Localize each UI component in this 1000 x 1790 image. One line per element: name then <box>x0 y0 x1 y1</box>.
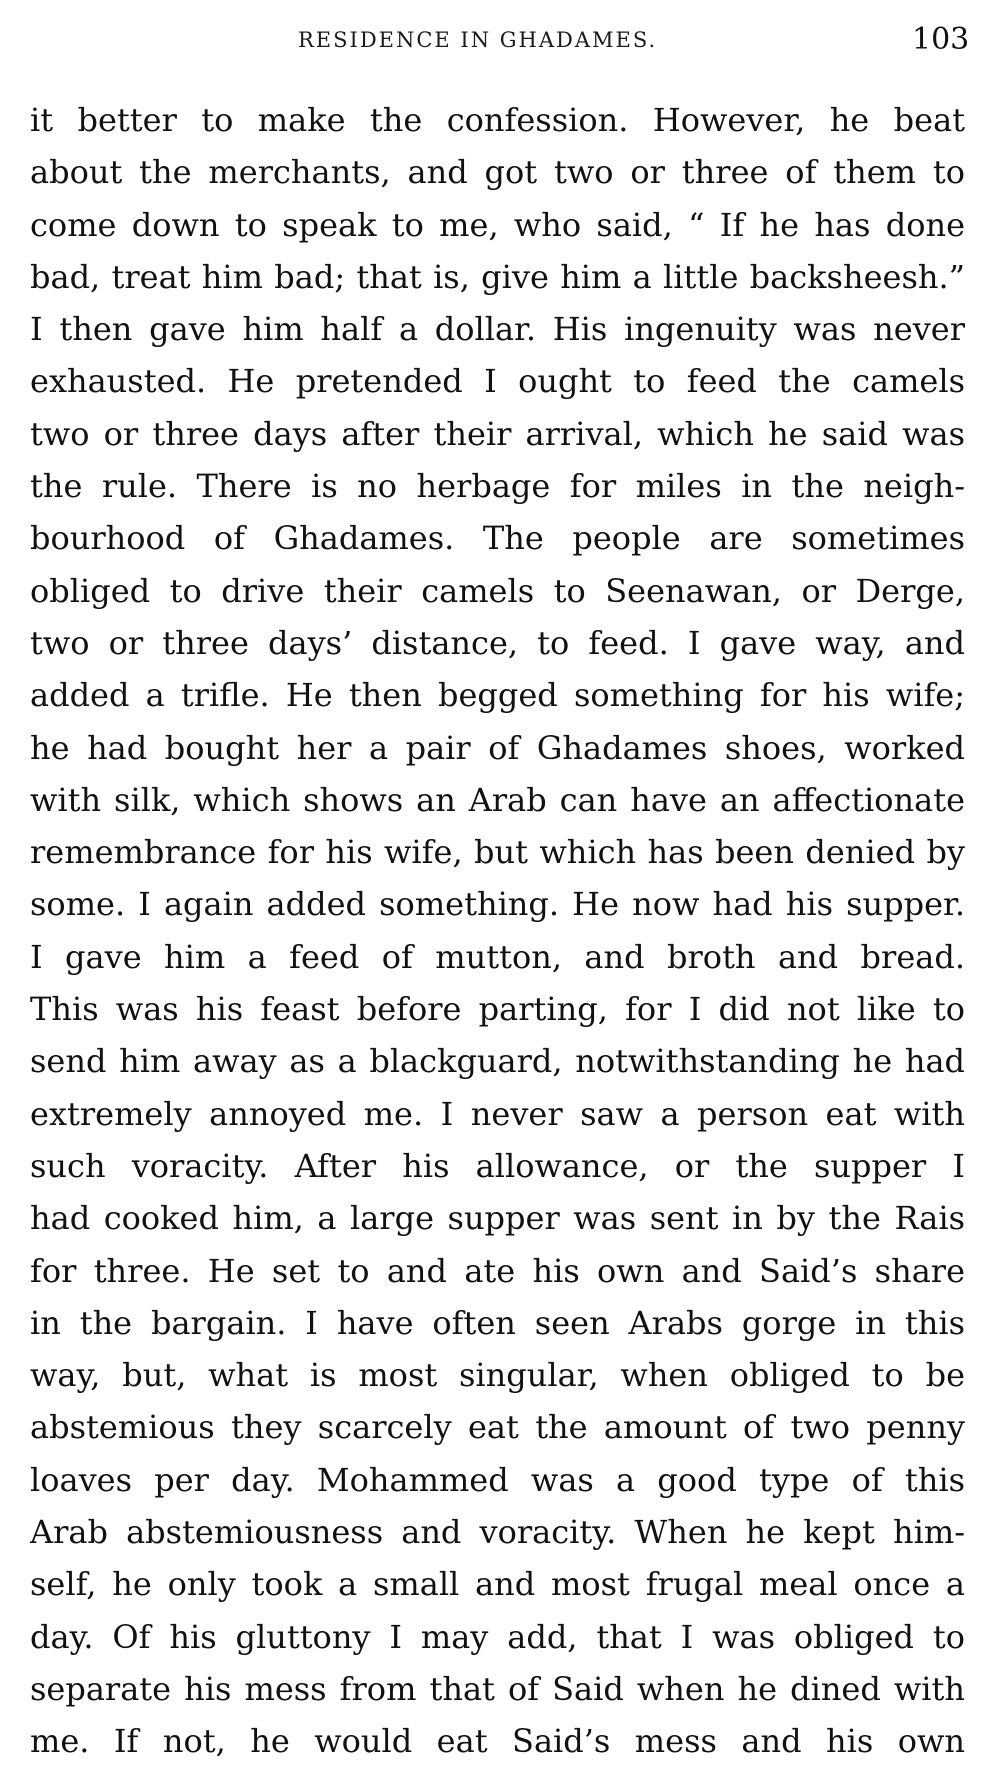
text-line-26: abstemious they scarcely eat the amount of two penny <box>30 1408 965 1447</box>
text-line-17: I gave him a feed of mutton, and broth and bread. <box>30 937 965 976</box>
text-line-22: had cooked him, a large supper was sent in by the Rais <box>30 1199 965 1238</box>
text-line-12: added a trifle. He then begged something for his wife; <box>30 676 965 715</box>
running-head: RESIDENCE IN GHADAMES. <box>298 28 658 52</box>
text-line-11: two or three days’ distance, to feed. I gave way, and <box>30 623 965 662</box>
text-line-5: I then gave him half a dollar. His ingenuity was never <box>30 310 965 349</box>
text-line-14: with silk, which shows an Arab can have an affectionate <box>30 780 965 819</box>
page-header <box>0 22 1000 62</box>
text-line-31: separate his mess from that of Said when he dined with <box>30 1669 965 1708</box>
text-line-9: bourhood of Ghadames. The people are sometimes <box>30 519 965 558</box>
text-line-3: come down to speak to me, who said, “ If he has done <box>30 205 965 244</box>
text-line-32: me. If not, he would eat Said’s mess and his own <box>30 1722 965 1761</box>
text-line-25: way, but, what is most singular, when obliged to be <box>30 1356 965 1395</box>
text-line-30: day. Of his gluttony I may add, that I was obliged to <box>30 1617 965 1656</box>
text-line-24: in the bargain. I have often seen Arabs gorge in this <box>30 1303 965 1342</box>
text-line-6: exhausted. He pretended I ought to feed the camels <box>30 362 965 401</box>
text-line-23: for three. He set to and ate his own and Said’s share <box>30 1251 965 1290</box>
text-line-15: remembrance for his wife, but which has been denied by <box>30 833 965 872</box>
text-line-27: loaves per day. Mohammed was a good type of this <box>30 1460 965 1499</box>
body-text <box>30 94 965 1768</box>
text-line-7: two or three days after their arrival, which he said was <box>30 414 965 453</box>
text-line-29: self, he only took a small and most frugal meal once a <box>30 1565 965 1604</box>
text-line-18: This was his feast before parting, for I did not like to <box>30 990 965 1029</box>
text-line-21: such voracity. After his allowance, or the supper I <box>30 1146 965 1185</box>
text-line-28: Arab abstemiousness and voracity. When he kept him- <box>30 1513 965 1552</box>
text-line-16: some. I again added something. He now had his supper. <box>30 885 965 924</box>
text-line-13: he had bought her a pair of Ghadames shoes, worked <box>30 728 965 767</box>
text-line-10: obliged to drive their camels to Seenawan, or Derge, <box>30 571 965 610</box>
page-number: 103 <box>912 22 970 57</box>
text-line-20: extremely annoyed me. I never saw a person eat with <box>30 1094 965 1133</box>
text-line-2: about the merchants, and got two or three of them to <box>30 153 965 192</box>
text-line-1: it better to make the confession. However, he beat <box>30 101 965 139</box>
text-line-8: the rule. There is no herbage for miles in the neigh- <box>30 467 965 506</box>
text-line-19: send him away as a blackguard, notwithstanding he had <box>30 1042 965 1081</box>
text-line-4: bad, treat him bad; that is, give him a little backsheesh.” <box>30 257 965 296</box>
